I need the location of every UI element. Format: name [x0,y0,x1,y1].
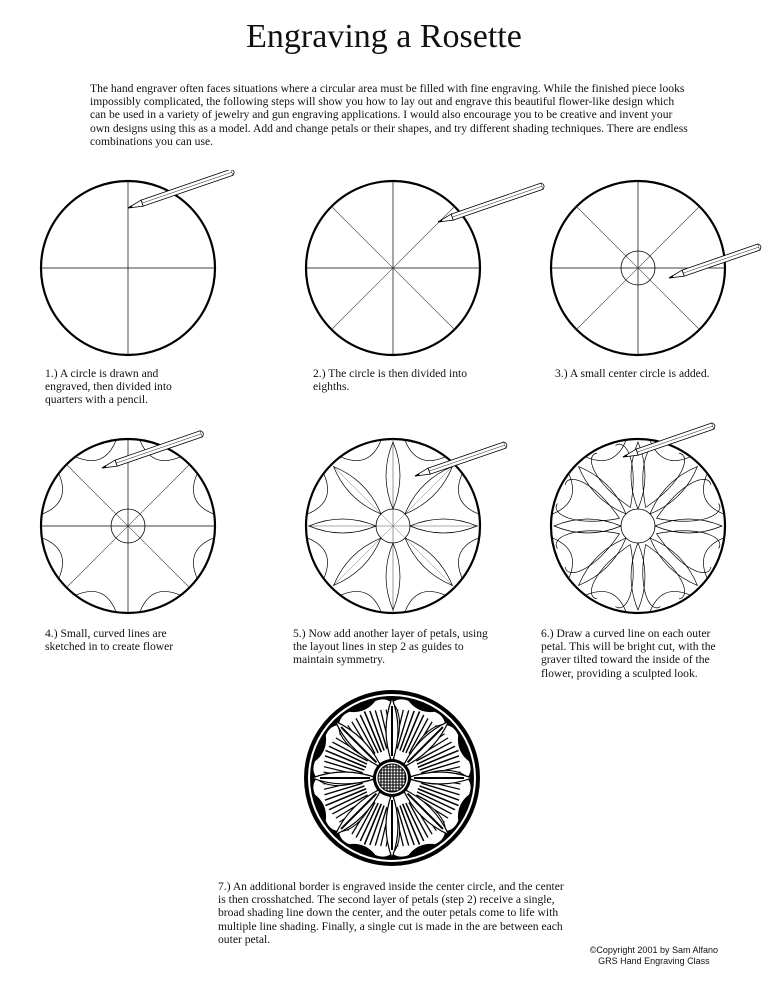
petal-curve [646,453,685,507]
step-2-caption: 2.) The circle is then divided into eighths. [313,367,468,394]
step-7-caption: 7.) An additional border is engraved inside the center circle, and the center is then crosshatched. The second layer of petals (step 2) receive a single, broad shading line down the center, and the outer petals come to life with multiple line shading. Finally, a single cut is made in the are between each outer petal. [218,880,564,946]
petal [579,538,626,585]
step-5-figure [295,428,525,623]
copyright-notice [590,945,718,966]
inner-petals [554,442,722,610]
step-6-caption: 6.) Draw a curved line on each outer petal. This will be bright cut, with the graver tilted toward the inside of the flower, providing a sculpted look. [541,627,716,680]
petal-curve [656,534,710,573]
petal-curve [591,544,630,598]
petal [650,538,697,585]
step-5-caption: 5.) Now add another layer of petals, using the layout lines in step 2 as guides to maintain symmetry. [293,627,488,667]
petal [650,467,697,514]
copyright-line: ©Copyright 2001 by Sam Alfano [589,945,718,955]
step-1-diagram [41,181,215,355]
step-4-figure [30,428,240,623]
pencil-icon [668,243,762,281]
class-name-line: GRS Hand Engraving Class [598,955,710,966]
step-1-figure [30,170,240,360]
pencil-icon [127,170,235,211]
step-4-diagram [30,428,215,613]
step-3-caption: 3.) A small center circle is added. [555,367,710,380]
page-title: Engraving a Rosette [246,18,522,55]
petal-curve [591,453,630,507]
petal-curve [646,544,685,598]
step-2-diagram [306,181,480,355]
intro-paragraph: The hand engraver often faces situations where a circular area must be filled with fine engraving. While the finished piece looks impossibly complicated, the following steps will show you how to lay out and engrave this beautiful flower-like design which can be used in a variety of jewelry and gun engraving applications. I would also encourage you to be creative and invent your own designs using this as a model. Add and change petals or their shapes, and try different shading techniques. There are endless combinations you can use. [90,82,688,148]
step-3-figure [543,170,768,360]
step-6-figure [543,415,768,625]
step-1-caption: 1.) A circle is drawn and engraved, then divided into quarters with a pencil. [45,367,172,407]
finished-rosette [302,688,482,868]
step-2-figure [295,170,555,360]
step-6-diagram [551,439,725,613]
petal [579,467,626,514]
petal-curve [656,479,710,518]
step-4-caption: 4.) Small, curved lines are sketched in to create flower [45,627,174,654]
petal-curve [565,479,619,518]
pencil-icon [622,422,716,460]
petal-curve [565,534,619,573]
